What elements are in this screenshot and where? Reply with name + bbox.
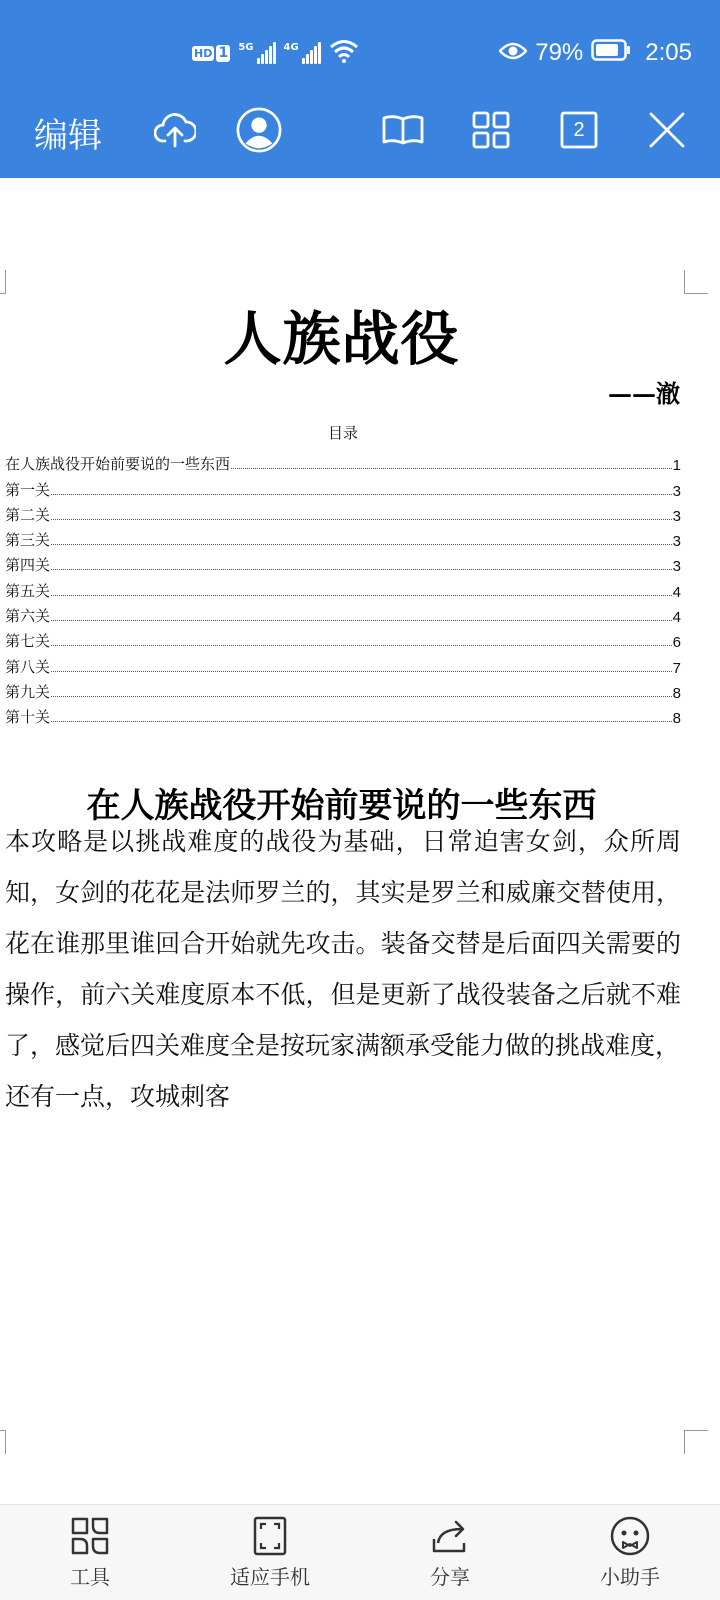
toc-leader-dots: [51, 671, 672, 672]
page-count: 2: [573, 119, 585, 141]
status-right: [499, 36, 692, 70]
toc-entry-title: 第八关: [5, 657, 51, 676]
toc-leader-dots: [51, 696, 672, 697]
edit-button[interactable]: 编辑: [34, 116, 102, 156]
toc-entry-page: 1: [672, 457, 681, 475]
page-corner-mark: [0, 270, 6, 294]
toc-leader-dots: [51, 721, 672, 722]
toc-entry-title: 第二关: [5, 505, 51, 524]
toc-entry-page: 7: [672, 659, 681, 677]
hd-badge: [192, 45, 230, 62]
signal-icon: [284, 42, 321, 64]
share-button[interactable]: [370, 1505, 530, 1600]
toc-entry-title: 第一关: [5, 480, 51, 499]
toc-entry-page: 3: [672, 533, 681, 551]
section-heading: 在人族战役开始前要说的一些东西: [86, 786, 597, 826]
assistant-icon: [607, 1513, 653, 1559]
toc-entry[interactable]: [5, 626, 681, 651]
page-count-icon[interactable]: [556, 107, 602, 153]
toc-leader-dots: [231, 468, 672, 469]
grid-icon[interactable]: [468, 107, 514, 153]
assistant-label: 小助手: [600, 1565, 660, 1589]
toc-leader-dots: [51, 645, 672, 646]
toc-heading: 目录: [327, 424, 358, 442]
toc-leader-dots: [51, 519, 672, 520]
toc-entry-title: 第九关: [5, 682, 51, 701]
paragraph: 本攻略是以挑战难度的战役为基础，日常迫害女剑，众所周知，女剑的花花是法师罗兰的，其实是罗兰和威廉交替使用，花在谁那里谁回合开始就先攻击。装备交替是后面四关需要的操作，前六关难度原本不低，但是更新了战役装备之后就不难了，感觉后四关难度全是按玩家满额承受能力做的挑战难度，: [5, 827, 681, 1060]
share-label: 分享: [430, 1565, 470, 1589]
body-text: [5, 816, 681, 1122]
battery-icon: [591, 39, 631, 67]
tools-icon: [67, 1513, 113, 1559]
toc-entry-page: 4: [672, 583, 681, 601]
sim1-network-label: 5G: [238, 42, 254, 53]
toc-entry-title: 第三关: [5, 531, 51, 550]
bottom-toolbar: [0, 1504, 720, 1600]
paragraph: 还有一点，攻城刺客: [5, 1082, 231, 1111]
cloud-upload-icon[interactable]: [152, 107, 198, 153]
toc-leader-dots: [51, 494, 672, 495]
toc-entry-page: 4: [672, 609, 681, 627]
assistant-button[interactable]: [550, 1505, 710, 1600]
eye-comfort-icon: [499, 39, 527, 67]
toc-entry-title: 第十关: [5, 708, 51, 727]
app-header: [0, 0, 720, 178]
toc-entry-page: 8: [672, 684, 681, 702]
toc-entry[interactable]: [5, 474, 681, 499]
toc-leader-dots: [51, 544, 672, 545]
toc-entry[interactable]: [5, 575, 681, 600]
table-of-contents: [5, 449, 681, 727]
toc-entry[interactable]: [5, 601, 681, 626]
status-left: [192, 40, 359, 66]
close-icon[interactable]: [644, 107, 690, 153]
account-icon[interactable]: [236, 107, 282, 153]
toc-entry-page: 3: [672, 482, 681, 500]
status-bar: [0, 0, 720, 100]
toc-entry-title: 第五关: [5, 581, 51, 600]
fit-screen-label: 适应手机: [230, 1565, 310, 1589]
toc-entry[interactable]: [5, 500, 681, 525]
page-corner-mark: [0, 1430, 6, 1454]
sim2-network-label: 4G: [283, 42, 299, 53]
book-icon[interactable]: [380, 107, 426, 153]
page-corner-mark: [684, 270, 708, 294]
wifi-icon: [329, 39, 359, 67]
page-corner-mark: [684, 1430, 708, 1454]
hd-label: HD: [194, 46, 213, 60]
toc-entry-page: 8: [672, 710, 681, 728]
tools-button[interactable]: [10, 1505, 170, 1600]
document-page[interactable]: [0, 178, 720, 1504]
toc-entry[interactable]: [5, 651, 681, 676]
toc-entry-title: 在人族战役开始前要说的一些东西: [5, 455, 231, 474]
sim-number: 1: [216, 45, 230, 62]
toc-leader-dots: [51, 569, 672, 570]
tools-label: 工具: [70, 1565, 110, 1589]
toc-entry-page: 6: [672, 634, 681, 652]
toc-entry-page: 3: [672, 558, 681, 576]
toc-leader-dots: [51, 595, 672, 596]
toc-leader-dots: [51, 620, 672, 621]
signal-icon: [238, 42, 275, 64]
share-icon: [427, 1513, 473, 1559]
battery-percent: 79%: [535, 39, 584, 66]
toc-entry[interactable]: [5, 677, 681, 702]
document-author: ——澈: [608, 379, 680, 408]
fit-screen-button[interactable]: [190, 1505, 350, 1600]
toolbar: [0, 100, 720, 178]
clock: 2:05: [645, 39, 692, 66]
toc-entry[interactable]: [5, 702, 681, 727]
toc-entry[interactable]: [5, 525, 681, 550]
toc-entry[interactable]: [5, 550, 681, 575]
document-title: 人族战役: [223, 305, 460, 373]
toc-entry-title: 第六关: [5, 607, 51, 626]
toc-entry[interactable]: [5, 449, 681, 474]
toc-entry-page: 3: [672, 507, 681, 525]
fit-screen-icon: [247, 1513, 293, 1559]
toc-entry-title: 第七关: [5, 632, 51, 651]
toc-entry-title: 第四关: [5, 556, 51, 575]
